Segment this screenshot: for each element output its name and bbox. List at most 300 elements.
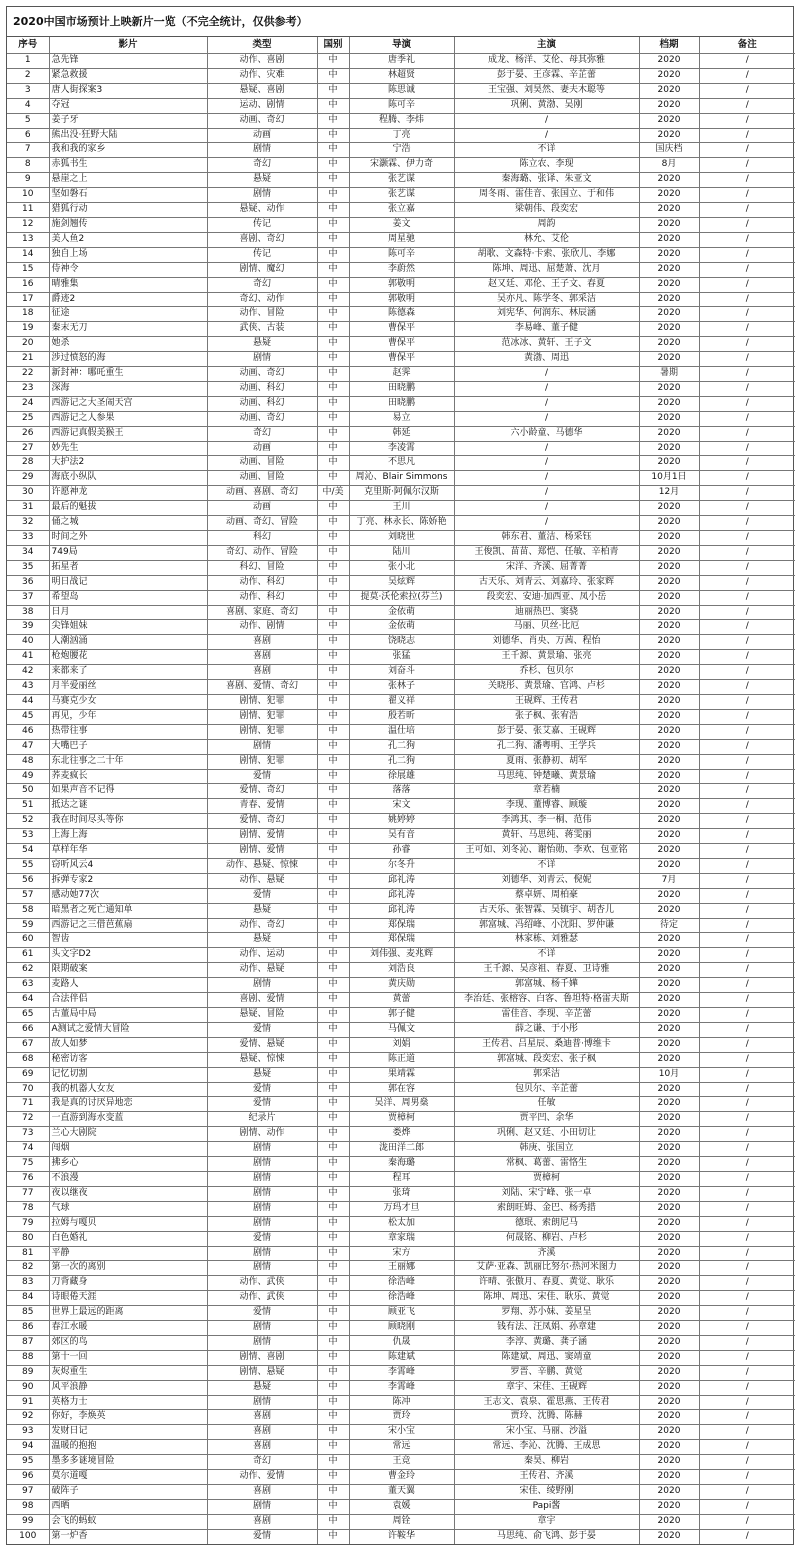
film-notes: / bbox=[699, 1485, 795, 1500]
film-title: 草样年华 bbox=[49, 844, 207, 859]
film-director: 贾樟柯 bbox=[349, 1112, 454, 1127]
film-cast: 段奕宏、安迪·加西亚、凤小岳 bbox=[454, 590, 639, 605]
film-genre: 动作、武侠 bbox=[207, 1291, 317, 1306]
row-index: 89 bbox=[7, 1365, 49, 1380]
film-notes: / bbox=[699, 635, 795, 650]
table-row bbox=[7, 1306, 795, 1321]
film-country: 中 bbox=[317, 1365, 349, 1380]
film-cast: 李现、董博睿、顾璇 bbox=[454, 799, 639, 814]
table-row bbox=[7, 545, 795, 560]
row-index: 96 bbox=[7, 1470, 49, 1485]
table-row bbox=[7, 739, 795, 754]
film-country: 中 bbox=[317, 665, 349, 680]
film-cast: / bbox=[454, 516, 639, 531]
row-index: 94 bbox=[7, 1440, 49, 1455]
film-country: 中 bbox=[317, 217, 349, 232]
film-notes: / bbox=[699, 262, 795, 277]
film-director: 贾玲 bbox=[349, 1410, 454, 1425]
film-schedule: 2020 bbox=[639, 277, 699, 292]
table-row bbox=[7, 203, 795, 218]
film-director: 王丽娜 bbox=[349, 1261, 454, 1276]
film-director: 尔冬升 bbox=[349, 858, 454, 873]
row-index: 56 bbox=[7, 873, 49, 888]
film-cast: 秦海璐、张译、朱亚文 bbox=[454, 173, 639, 188]
header-schedule: 档期 bbox=[639, 37, 699, 54]
film-cast: 巩俐、黄渤、吴刚 bbox=[454, 98, 639, 113]
film-title: 时间之外 bbox=[49, 531, 207, 546]
film-country: 中 bbox=[317, 441, 349, 456]
film-title: 限期破案 bbox=[49, 963, 207, 978]
film-cast: Papi酱 bbox=[454, 1499, 639, 1514]
row-index: 13 bbox=[7, 232, 49, 247]
film-schedule: 2020 bbox=[639, 903, 699, 918]
film-title: 夺冠 bbox=[49, 98, 207, 113]
film-country: 中 bbox=[317, 426, 349, 441]
table-row bbox=[7, 1410, 795, 1425]
film-notes: / bbox=[699, 1261, 795, 1276]
film-director: 周星驰 bbox=[349, 232, 454, 247]
film-genre: 奇幻 bbox=[207, 277, 317, 292]
film-schedule: 2020 bbox=[639, 605, 699, 620]
film-director: 董天翼 bbox=[349, 1485, 454, 1500]
film-country: 中 bbox=[317, 83, 349, 98]
film-genre: 爱情 bbox=[207, 1022, 317, 1037]
film-notes: / bbox=[699, 799, 795, 814]
film-director: 章家瑞 bbox=[349, 1231, 454, 1246]
film-cast: / bbox=[454, 381, 639, 396]
film-country: 中 bbox=[317, 1350, 349, 1365]
film-notes: / bbox=[699, 873, 795, 888]
film-schedule: 2020 bbox=[639, 68, 699, 83]
film-country: 中 bbox=[317, 933, 349, 948]
table-row bbox=[7, 1112, 795, 1127]
row-index: 47 bbox=[7, 739, 49, 754]
film-schedule: 8月 bbox=[639, 158, 699, 173]
film-cast: 刘陆、宋宁峰、张一卓 bbox=[454, 1186, 639, 1201]
film-notes: / bbox=[699, 694, 795, 709]
film-notes: / bbox=[699, 754, 795, 769]
film-genre: 运动、剧情 bbox=[207, 98, 317, 113]
film-cast: 不详 bbox=[454, 143, 639, 158]
table-row bbox=[7, 1008, 795, 1023]
film-genre: 剧情 bbox=[207, 1335, 317, 1350]
film-schedule: 2020 bbox=[639, 531, 699, 546]
film-cast: 薛之谦、于小彤 bbox=[454, 1022, 639, 1037]
film-title: 晴雅集 bbox=[49, 277, 207, 292]
film-notes: / bbox=[699, 1395, 795, 1410]
film-schedule: 2020 bbox=[639, 456, 699, 471]
film-genre: 喜剧 bbox=[207, 1425, 317, 1440]
table-row bbox=[7, 1350, 795, 1365]
film-director: 周沁、Blair Simmons bbox=[349, 471, 454, 486]
film-director: 吴炫辉 bbox=[349, 575, 454, 590]
film-director: 李霄峰 bbox=[349, 1380, 454, 1395]
film-cast: / bbox=[454, 128, 639, 143]
header-index: 序号 bbox=[7, 37, 49, 54]
film-cast: 郭富城、冯绍峰、小沈阳、罗仲谦 bbox=[454, 918, 639, 933]
film-country: 中 bbox=[317, 262, 349, 277]
film-schedule: 2020 bbox=[639, 1171, 699, 1186]
film-country: 中 bbox=[317, 411, 349, 426]
film-cast: 蔡卓妍、周柏豪 bbox=[454, 888, 639, 903]
film-title: 施剑翘传 bbox=[49, 217, 207, 232]
film-country: 中 bbox=[317, 1112, 349, 1127]
table-row bbox=[7, 1470, 795, 1485]
table-row bbox=[7, 814, 795, 829]
film-director: 郭敬明 bbox=[349, 277, 454, 292]
film-cast: 赵又廷、邓伦、王子文、春夏 bbox=[454, 277, 639, 292]
row-index: 80 bbox=[7, 1231, 49, 1246]
film-schedule: 2020 bbox=[639, 113, 699, 128]
film-director: 陆川 bbox=[349, 545, 454, 560]
film-director: 王竞 bbox=[349, 1455, 454, 1470]
film-director: 落落 bbox=[349, 784, 454, 799]
film-notes: / bbox=[699, 54, 795, 69]
film-country: 中 bbox=[317, 456, 349, 471]
film-cast: 王宝强、刘昊然、妻夫木聪等 bbox=[454, 83, 639, 98]
row-index: 57 bbox=[7, 888, 49, 903]
row-index: 65 bbox=[7, 1008, 49, 1023]
film-schedule: 2020 bbox=[639, 1395, 699, 1410]
film-genre: 剧情 bbox=[207, 1157, 317, 1172]
film-schedule: 2020 bbox=[639, 1246, 699, 1261]
film-title: 熊出没·狂野大陆 bbox=[49, 128, 207, 143]
film-country: 中 bbox=[317, 1157, 349, 1172]
table-row bbox=[7, 143, 795, 158]
film-schedule: 2020 bbox=[639, 799, 699, 814]
film-notes: / bbox=[699, 441, 795, 456]
film-schedule: 2020 bbox=[639, 1440, 699, 1455]
film-title: 妙先生 bbox=[49, 441, 207, 456]
film-cast: 郭采洁 bbox=[454, 1067, 639, 1082]
film-genre: 动画、冒险 bbox=[207, 456, 317, 471]
film-cast: 李鸿其、李一桐、范伟 bbox=[454, 814, 639, 829]
film-country: 中 bbox=[317, 501, 349, 516]
table-row bbox=[7, 709, 795, 724]
row-index: 87 bbox=[7, 1335, 49, 1350]
film-notes: / bbox=[699, 277, 795, 292]
table-row bbox=[7, 1514, 795, 1529]
film-list-sheet bbox=[6, 6, 794, 1545]
film-director: 提莫·沃伦索拉(芬兰) bbox=[349, 590, 454, 605]
film-director: 田晓鹏 bbox=[349, 396, 454, 411]
film-country: 中 bbox=[317, 1008, 349, 1023]
film-cast: 钱有法、汪凤娟、孙章建 bbox=[454, 1321, 639, 1336]
film-director: 仇晟 bbox=[349, 1335, 454, 1350]
film-country: 中 bbox=[317, 620, 349, 635]
film-title: 许愿神龙 bbox=[49, 486, 207, 501]
film-notes: / bbox=[699, 247, 795, 262]
film-director: 陈正道 bbox=[349, 1052, 454, 1067]
film-cast: 王砚辉、王传君 bbox=[454, 694, 639, 709]
film-schedule: 2020 bbox=[639, 1306, 699, 1321]
film-country: 中 bbox=[317, 322, 349, 337]
film-schedule: 2020 bbox=[639, 426, 699, 441]
row-index: 84 bbox=[7, 1291, 49, 1306]
film-title: 俑之城 bbox=[49, 516, 207, 531]
film-cast: 李淳、黄璐、龚子涵 bbox=[454, 1335, 639, 1350]
film-title: 如果声音不记得 bbox=[49, 784, 207, 799]
film-genre: 喜剧 bbox=[207, 1485, 317, 1500]
film-cast: 宋洋、齐溪、屈菁菁 bbox=[454, 560, 639, 575]
film-cast: 章若楠 bbox=[454, 784, 639, 799]
row-index: 55 bbox=[7, 858, 49, 873]
film-genre: 剧情、爱情 bbox=[207, 844, 317, 859]
film-cast: / bbox=[454, 367, 639, 382]
film-country: 中 bbox=[317, 948, 349, 963]
film-genre: 剧情 bbox=[207, 1142, 317, 1157]
row-index: 83 bbox=[7, 1276, 49, 1291]
table-row bbox=[7, 978, 795, 993]
film-cast: 贾玲、沈腾、陈赫 bbox=[454, 1410, 639, 1425]
film-genre: 剧情 bbox=[207, 739, 317, 754]
row-index: 54 bbox=[7, 844, 49, 859]
film-title: 西晒 bbox=[49, 1499, 207, 1514]
table-row bbox=[7, 247, 795, 262]
film-title: 墨多多谜境冒险 bbox=[49, 1455, 207, 1470]
film-notes: / bbox=[699, 948, 795, 963]
row-index: 40 bbox=[7, 635, 49, 650]
film-cast: 刘宪华、何润东、林辰涵 bbox=[454, 307, 639, 322]
film-genre: 悬疑 bbox=[207, 903, 317, 918]
film-schedule: 2020 bbox=[639, 724, 699, 739]
film-title: 美人鱼2 bbox=[49, 232, 207, 247]
film-cast: 许晴、张傲月、春夏、黄觉、耿乐 bbox=[454, 1276, 639, 1291]
table-row bbox=[7, 560, 795, 575]
row-index: 48 bbox=[7, 754, 49, 769]
film-notes: / bbox=[699, 143, 795, 158]
film-title: 大嘴巴子 bbox=[49, 739, 207, 754]
table-row bbox=[7, 337, 795, 352]
film-title: 深海 bbox=[49, 381, 207, 396]
film-cast: / bbox=[454, 411, 639, 426]
film-notes: / bbox=[699, 829, 795, 844]
film-schedule: 暑期 bbox=[639, 367, 699, 382]
film-director: 孔二狗 bbox=[349, 754, 454, 769]
film-genre: 爱情 bbox=[207, 1529, 317, 1543]
film-country: 中 bbox=[317, 993, 349, 1008]
film-notes: / bbox=[699, 1052, 795, 1067]
table-row bbox=[7, 665, 795, 680]
film-schedule: 2020 bbox=[639, 1470, 699, 1485]
film-title: 平静 bbox=[49, 1246, 207, 1261]
film-director: 不思凡 bbox=[349, 456, 454, 471]
film-notes: / bbox=[699, 516, 795, 531]
film-country: 中 bbox=[317, 1335, 349, 1350]
film-country: 中 bbox=[317, 1142, 349, 1157]
film-schedule: 2020 bbox=[639, 203, 699, 218]
film-schedule: 2020 bbox=[639, 1186, 699, 1201]
film-notes: / bbox=[699, 620, 795, 635]
film-notes: / bbox=[699, 1037, 795, 1052]
film-director: 邱礼涛 bbox=[349, 903, 454, 918]
film-notes: / bbox=[699, 575, 795, 590]
film-schedule: 7月 bbox=[639, 873, 699, 888]
film-schedule: 2020 bbox=[639, 381, 699, 396]
film-country: 中 bbox=[317, 1022, 349, 1037]
film-genre: 动画、奇幻 bbox=[207, 367, 317, 382]
film-notes: / bbox=[699, 1306, 795, 1321]
film-notes: / bbox=[699, 1380, 795, 1395]
film-cast: 艾萨·亚森、凯丽比努尔·热河米图力 bbox=[454, 1261, 639, 1276]
film-title: 悬崖之上 bbox=[49, 173, 207, 188]
film-country: 中 bbox=[317, 1306, 349, 1321]
film-genre: 奇幻 bbox=[207, 426, 317, 441]
film-schedule: 2020 bbox=[639, 665, 699, 680]
film-director: 张林子 bbox=[349, 680, 454, 695]
film-title: 拆弹专家2 bbox=[49, 873, 207, 888]
film-director: 郑保瑞 bbox=[349, 933, 454, 948]
table-row bbox=[7, 680, 795, 695]
film-director: 黄蕾 bbox=[349, 993, 454, 1008]
film-notes: / bbox=[699, 1082, 795, 1097]
film-title: 紧急救援 bbox=[49, 68, 207, 83]
film-director: 孔二狗 bbox=[349, 739, 454, 754]
film-title: 我的机器人女友 bbox=[49, 1082, 207, 1097]
film-title: 窃听风云4 bbox=[49, 858, 207, 873]
row-index: 3 bbox=[7, 83, 49, 98]
film-director: 金依萌 bbox=[349, 620, 454, 635]
table-row bbox=[7, 232, 795, 247]
film-genre: 动作、剧情 bbox=[207, 620, 317, 635]
table-row bbox=[7, 754, 795, 769]
film-notes: / bbox=[699, 1365, 795, 1380]
film-country: 中 bbox=[317, 724, 349, 739]
film-schedule: 2020 bbox=[639, 560, 699, 575]
film-title: 刀背藏身 bbox=[49, 1276, 207, 1291]
film-genre: 悬疑 bbox=[207, 337, 317, 352]
film-title: 猎狐行动 bbox=[49, 203, 207, 218]
row-index: 68 bbox=[7, 1052, 49, 1067]
row-index: 66 bbox=[7, 1022, 49, 1037]
film-director: 果靖霖 bbox=[349, 1067, 454, 1082]
film-title: 第一次的离别 bbox=[49, 1261, 207, 1276]
film-director: 孙睿 bbox=[349, 844, 454, 859]
film-notes: / bbox=[699, 650, 795, 665]
table-row bbox=[7, 501, 795, 516]
film-director: 邱礼涛 bbox=[349, 888, 454, 903]
row-index: 59 bbox=[7, 918, 49, 933]
film-country: 中/美 bbox=[317, 486, 349, 501]
film-title: 独自上场 bbox=[49, 247, 207, 262]
row-index: 26 bbox=[7, 426, 49, 441]
film-title: 拉姆与嘎贝 bbox=[49, 1216, 207, 1231]
row-index: 71 bbox=[7, 1097, 49, 1112]
film-cast: 黄渤、周迅 bbox=[454, 352, 639, 367]
table-row bbox=[7, 1321, 795, 1336]
film-genre: 剧情 bbox=[207, 143, 317, 158]
film-genre: 青春、爱情 bbox=[207, 799, 317, 814]
film-country: 中 bbox=[317, 471, 349, 486]
film-schedule: 2020 bbox=[639, 232, 699, 247]
row-index: 6 bbox=[7, 128, 49, 143]
film-country: 中 bbox=[317, 1440, 349, 1455]
film-schedule: 2020 bbox=[639, 978, 699, 993]
film-title: 尖锋姐妹 bbox=[49, 620, 207, 635]
film-genre: 喜剧 bbox=[207, 1410, 317, 1425]
film-notes: / bbox=[699, 173, 795, 188]
film-cast: 陈建斌、周迅、窦靖童 bbox=[454, 1350, 639, 1365]
row-index: 51 bbox=[7, 799, 49, 814]
film-title: 西游记之三借芭蕉扇 bbox=[49, 918, 207, 933]
film-country: 中 bbox=[317, 888, 349, 903]
film-notes: / bbox=[699, 486, 795, 501]
film-notes: / bbox=[699, 545, 795, 560]
film-country: 中 bbox=[317, 396, 349, 411]
film-director: 姜文 bbox=[349, 217, 454, 232]
film-notes: / bbox=[699, 1321, 795, 1336]
film-cast: 张子枫、张宥浩 bbox=[454, 709, 639, 724]
film-genre: 喜剧、奇幻 bbox=[207, 232, 317, 247]
film-schedule: 2020 bbox=[639, 292, 699, 307]
row-index: 75 bbox=[7, 1157, 49, 1172]
film-notes: / bbox=[699, 128, 795, 143]
film-notes: / bbox=[699, 217, 795, 232]
film-schedule: 2020 bbox=[639, 650, 699, 665]
film-notes: / bbox=[699, 1529, 795, 1543]
film-director: 周铨 bbox=[349, 1514, 454, 1529]
table-row bbox=[7, 456, 795, 471]
film-cast: 常远、李沁、沈腾、王成思 bbox=[454, 1440, 639, 1455]
film-country: 中 bbox=[317, 1067, 349, 1082]
film-genre: 悬疑、冒险 bbox=[207, 1008, 317, 1023]
film-genre: 传记 bbox=[207, 217, 317, 232]
film-director: 李蔚然 bbox=[349, 262, 454, 277]
table-row bbox=[7, 128, 795, 143]
film-schedule: 2020 bbox=[639, 844, 699, 859]
film-country: 中 bbox=[317, 1410, 349, 1425]
film-cast: 王千源、吴彦祖、春夏、卫诗雅 bbox=[454, 963, 639, 978]
table-row bbox=[7, 1335, 795, 1350]
film-genre: 剧情 bbox=[207, 1321, 317, 1336]
film-country: 中 bbox=[317, 232, 349, 247]
film-country: 中 bbox=[317, 1186, 349, 1201]
film-genre: 动作、爱情 bbox=[207, 1470, 317, 1485]
film-genre: 喜剧 bbox=[207, 1440, 317, 1455]
film-notes: / bbox=[699, 292, 795, 307]
film-schedule: 2020 bbox=[639, 1216, 699, 1231]
film-director: 黄庆勋 bbox=[349, 978, 454, 993]
film-schedule: 2020 bbox=[639, 1052, 699, 1067]
film-director: 曹金玲 bbox=[349, 1470, 454, 1485]
row-index: 39 bbox=[7, 620, 49, 635]
film-notes: / bbox=[699, 680, 795, 695]
film-notes: / bbox=[699, 232, 795, 247]
film-genre: 悬疑 bbox=[207, 1067, 317, 1082]
film-title: 新封神：哪吒重生 bbox=[49, 367, 207, 382]
film-schedule: 2020 bbox=[639, 1142, 699, 1157]
film-cast: 李治廷、张榕容、白客、鲁坦特·格雷夫斯 bbox=[454, 993, 639, 1008]
film-schedule: 2020 bbox=[639, 1425, 699, 1440]
film-director: 田晓鹏 bbox=[349, 381, 454, 396]
film-director: 殷若昕 bbox=[349, 709, 454, 724]
table-row bbox=[7, 381, 795, 396]
film-schedule: 2020 bbox=[639, 858, 699, 873]
film-cast: 吴亦凡、陈学冬、郭采洁 bbox=[454, 292, 639, 307]
film-country: 中 bbox=[317, 635, 349, 650]
film-country: 中 bbox=[317, 1529, 349, 1543]
film-country: 中 bbox=[317, 1395, 349, 1410]
film-genre: 动画 bbox=[207, 128, 317, 143]
table-row bbox=[7, 426, 795, 441]
table-row bbox=[7, 113, 795, 128]
film-director: 马佩文 bbox=[349, 1022, 454, 1037]
film-schedule: 2020 bbox=[639, 173, 699, 188]
film-director: 克里斯·阿佩尔汉斯 bbox=[349, 486, 454, 501]
film-schedule: 2020 bbox=[639, 54, 699, 69]
film-genre: 剧情 bbox=[207, 1216, 317, 1231]
film-genre: 剧情、爱情 bbox=[207, 829, 317, 844]
